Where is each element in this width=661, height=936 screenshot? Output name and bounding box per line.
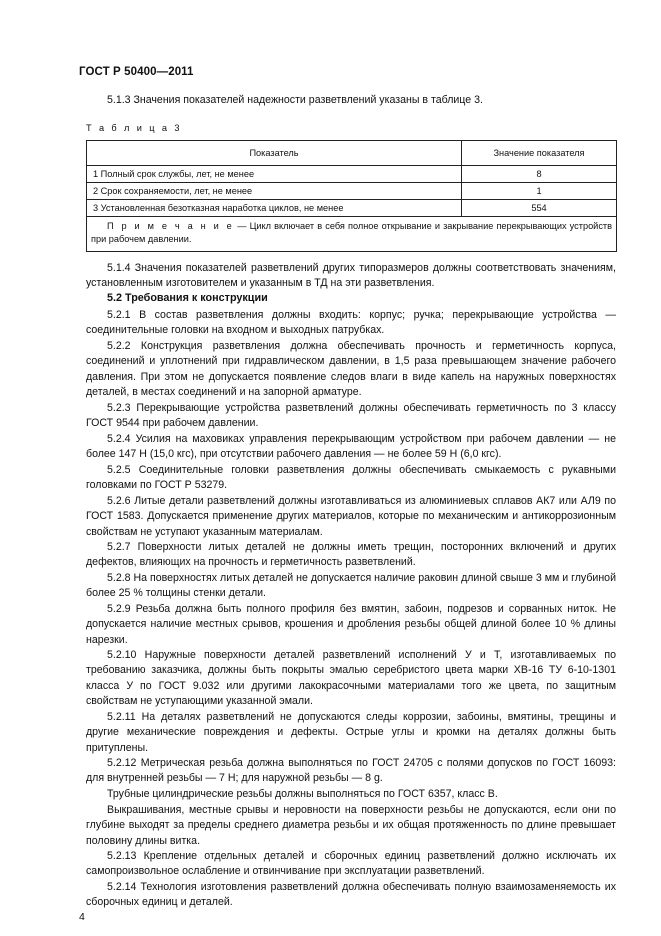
table-cell-name: 3 Установленная безотказная наработка циклов, не менее — [87, 200, 462, 217]
table-header-value: Значение показателя — [462, 141, 617, 166]
paragraph-5-2-6: 5.2.6 Литые детали разветвлений должны изготавливаться из алюминиевых сплавов АК7 или АЛ9 по ГОСТ 1583. Допускается применение других материалов, которые по механическим и антикоррозионным свойствам не уступают указанным материалам. — [86, 495, 616, 538]
section-heading-5-2: 5.2 Требования к конструкции — [107, 292, 268, 304]
paragraph-5-1-4: 5.1.4 Значения показателей разветвлений других типоразмеров должны соответствовать значениям, установленным изготовителем и указанным в ТД на эти разветвления. — [86, 262, 616, 290]
paragraph-5-2-12-defects: Выкрашивания, местные срывы и неровности на поверхности резьбы не допускаются, если они по глубине выходят за пределы среднего диаметра резьбы и их общая протяженность по длине превышает половину длины витка. — [86, 804, 616, 847]
table-cell-value: 8 — [462, 166, 617, 183]
paragraph-5-2-1: 5.2.1 В состав разветвления должны входить: корпус; ручка; перекрывающие устройства — соединительные головки на входном и выходных патрубках. — [86, 309, 616, 337]
table-row — [87, 166, 617, 183]
document-header: ГОСТ Р 50400—2011 — [79, 66, 194, 78]
table-header-row — [87, 141, 617, 166]
paragraph-5-2-4: 5.2.4 Усилия на маховиках управления перекрывающим устройством при рабочем давлении — не более 147 Н (15,0 кгс), при отсутствии рабочего давления — не более 59 Н (6,0 кгс). — [86, 433, 616, 461]
table-caption: Т а б л и ц а 3 — [86, 123, 182, 133]
paragraph-5-2-5: 5.2.5 Соединительные головки разветвления должны обеспечивать смыкаемость с рукавными головками по ГОСТ Р 53279. — [86, 464, 616, 492]
paragraph-5-1-3: 5.1.3 Значения показателей надежности разветвлений указаны в таблице 3. — [107, 94, 483, 106]
table-note-label: П р и м е ч а н и е — [107, 221, 235, 231]
paragraph-5-2-12-pipe-threads: Трубные цилиндрические резьбы должны выполняться по ГОСТ 6357, класс В. — [107, 788, 498, 800]
table-note — [87, 217, 617, 252]
paragraph-5-2-13: 5.2.13 Крепление отдельных деталей и сборочных единиц разветвлений должно исключать их самопроизвольное ослабление и отвинчивание при эксплуатации разветвлений. — [86, 850, 616, 878]
paragraph-5-2-9: 5.2.9 Резьба должна быть полного профиля без вмятин, забоин, подрезов и сорванных ниток. Не допускается наличие местных срывов, крошения и дробления резьбы общей длиной более 10 % длины нарезки. — [86, 603, 616, 646]
table-row — [87, 200, 617, 217]
table-header-indicator: Показатель — [87, 141, 462, 166]
table-cell-name: 1 Полный срок службы, лет, не менее — [87, 166, 462, 183]
paragraph-5-2-8: 5.2.8 На поверхностях литых деталей не допускается наличие раковин длиной свыше 3 мм и глубиной более 25 % толщины стенки детали. — [86, 572, 616, 600]
paragraph-5-2-3: 5.2.3 Перекрывающие устройства разветвлений должны обеспечивать герметичность по 3 классу ГОСТ 9544 при рабочем давлении. — [86, 402, 616, 430]
table-cell-value: 554 — [462, 200, 617, 217]
paragraph-5-2-2: 5.2.2 Конструкция разветвления должна обеспечивать прочность и герметичность корпуса, соединений и уплотнений при гидравлическом давлении, в 1,5 раза превышающем значение рабочего давления. При этом не допускается появление следов влаги в виде капель на наружных поверхностях деталей, в местах соединений и на запорной арматуре. — [86, 340, 616, 399]
paragraph-5-2-7: 5.2.7 Поверхности литых деталей не должны иметь трещин, посторонних включений и других дефектов, влияющих на прочность и герметичность разветвлений. — [86, 541, 616, 569]
paragraph-5-2-14: 5.2.14 Технология изготовления разветвлений должна обеспечивать полную взаимозаменяемость их сборочных единиц и деталей. — [86, 881, 616, 909]
paragraph-5-2-11: 5.2.11 На деталях разветвлений не допускаются следы коррозии, забоины, вмятины, трещины и другие механические повреждения и дефекты. Острые углы и кромки на деталях должны быть притуплены. — [86, 711, 616, 754]
table-cell-name: 2 Срок сохраняемости, лет, не менее — [87, 183, 462, 200]
page-number: 4 — [79, 911, 85, 923]
table-note-text: — Цикл включает в себя полное открывание и закрывание перекрывающих устройств при рабочем давлении. — [91, 221, 613, 244]
paragraph-5-2-12: 5.2.12 Метрическая резьба должна выполняться по ГОСТ 24705 с полями допусков по ГОСТ 16093: для внутренней резьбы — 7 Н; для наружной резьбы — 8 g. — [86, 757, 616, 785]
table-note-row — [87, 217, 617, 252]
paragraph-5-2-10: 5.2.10 Наружные поверхности деталей разветвлений исполнений У и Т, изготавливаемых по требованию заказчика, должны быть покрыты эмалью серебристого цвета марки ХВ-16 ТУ 6-10-1301 класса У по ГОСТ 9.032 или другими лакокрасочными материалами того же цвета, по защитным свойствам не уступающими указанной эмали. — [86, 649, 616, 708]
table-row — [87, 183, 617, 200]
table-cell-value: 1 — [462, 183, 617, 200]
table-3 — [86, 140, 617, 252]
